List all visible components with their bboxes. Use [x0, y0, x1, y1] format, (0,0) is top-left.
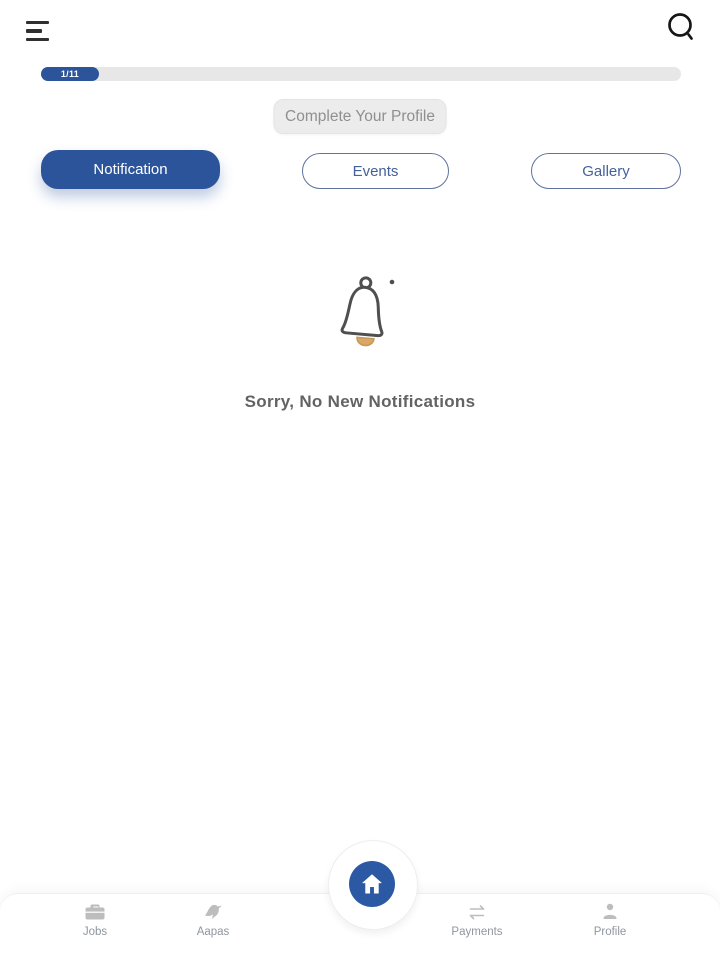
dove-icon	[202, 901, 224, 921]
hamburger-menu-icon	[26, 21, 49, 24]
empty-state-illustration	[316, 270, 416, 354]
home-icon	[359, 871, 385, 897]
nav-label-jobs: Jobs	[82, 926, 108, 938]
home-button[interactable]	[349, 861, 395, 907]
tab-gallery[interactable]: Gallery	[531, 153, 681, 189]
search-icon	[664, 8, 700, 44]
nav-label-payments: Payments	[451, 926, 503, 938]
nav-item-jobs[interactable]	[57, 901, 133, 938]
nav-label-profile: Profile	[593, 926, 627, 938]
nav-item-aapas[interactable]	[175, 901, 251, 938]
nav-label-aapas: Aapas	[196, 926, 230, 938]
nav-item-profile[interactable]	[572, 901, 648, 938]
bell-icon	[316, 270, 416, 354]
briefcase-icon	[84, 901, 106, 921]
person-icon	[600, 901, 620, 921]
tab-notification[interactable]: Notification	[41, 150, 220, 189]
progress-label: 1/11	[60, 69, 80, 79]
complete-profile-button[interactable]: Complete Your Profile	[274, 99, 447, 134]
transfer-arrows-icon	[466, 901, 488, 921]
tab-events[interactable]: Events	[302, 153, 449, 189]
search-button[interactable]	[664, 8, 700, 44]
hamburger-menu-button[interactable]	[26, 17, 56, 45]
progress-bar	[41, 67, 681, 81]
progress-bar-fill	[41, 67, 99, 81]
empty-state-message: Sorry, No New Notifications	[244, 392, 476, 411]
nav-item-payments[interactable]	[439, 901, 515, 938]
